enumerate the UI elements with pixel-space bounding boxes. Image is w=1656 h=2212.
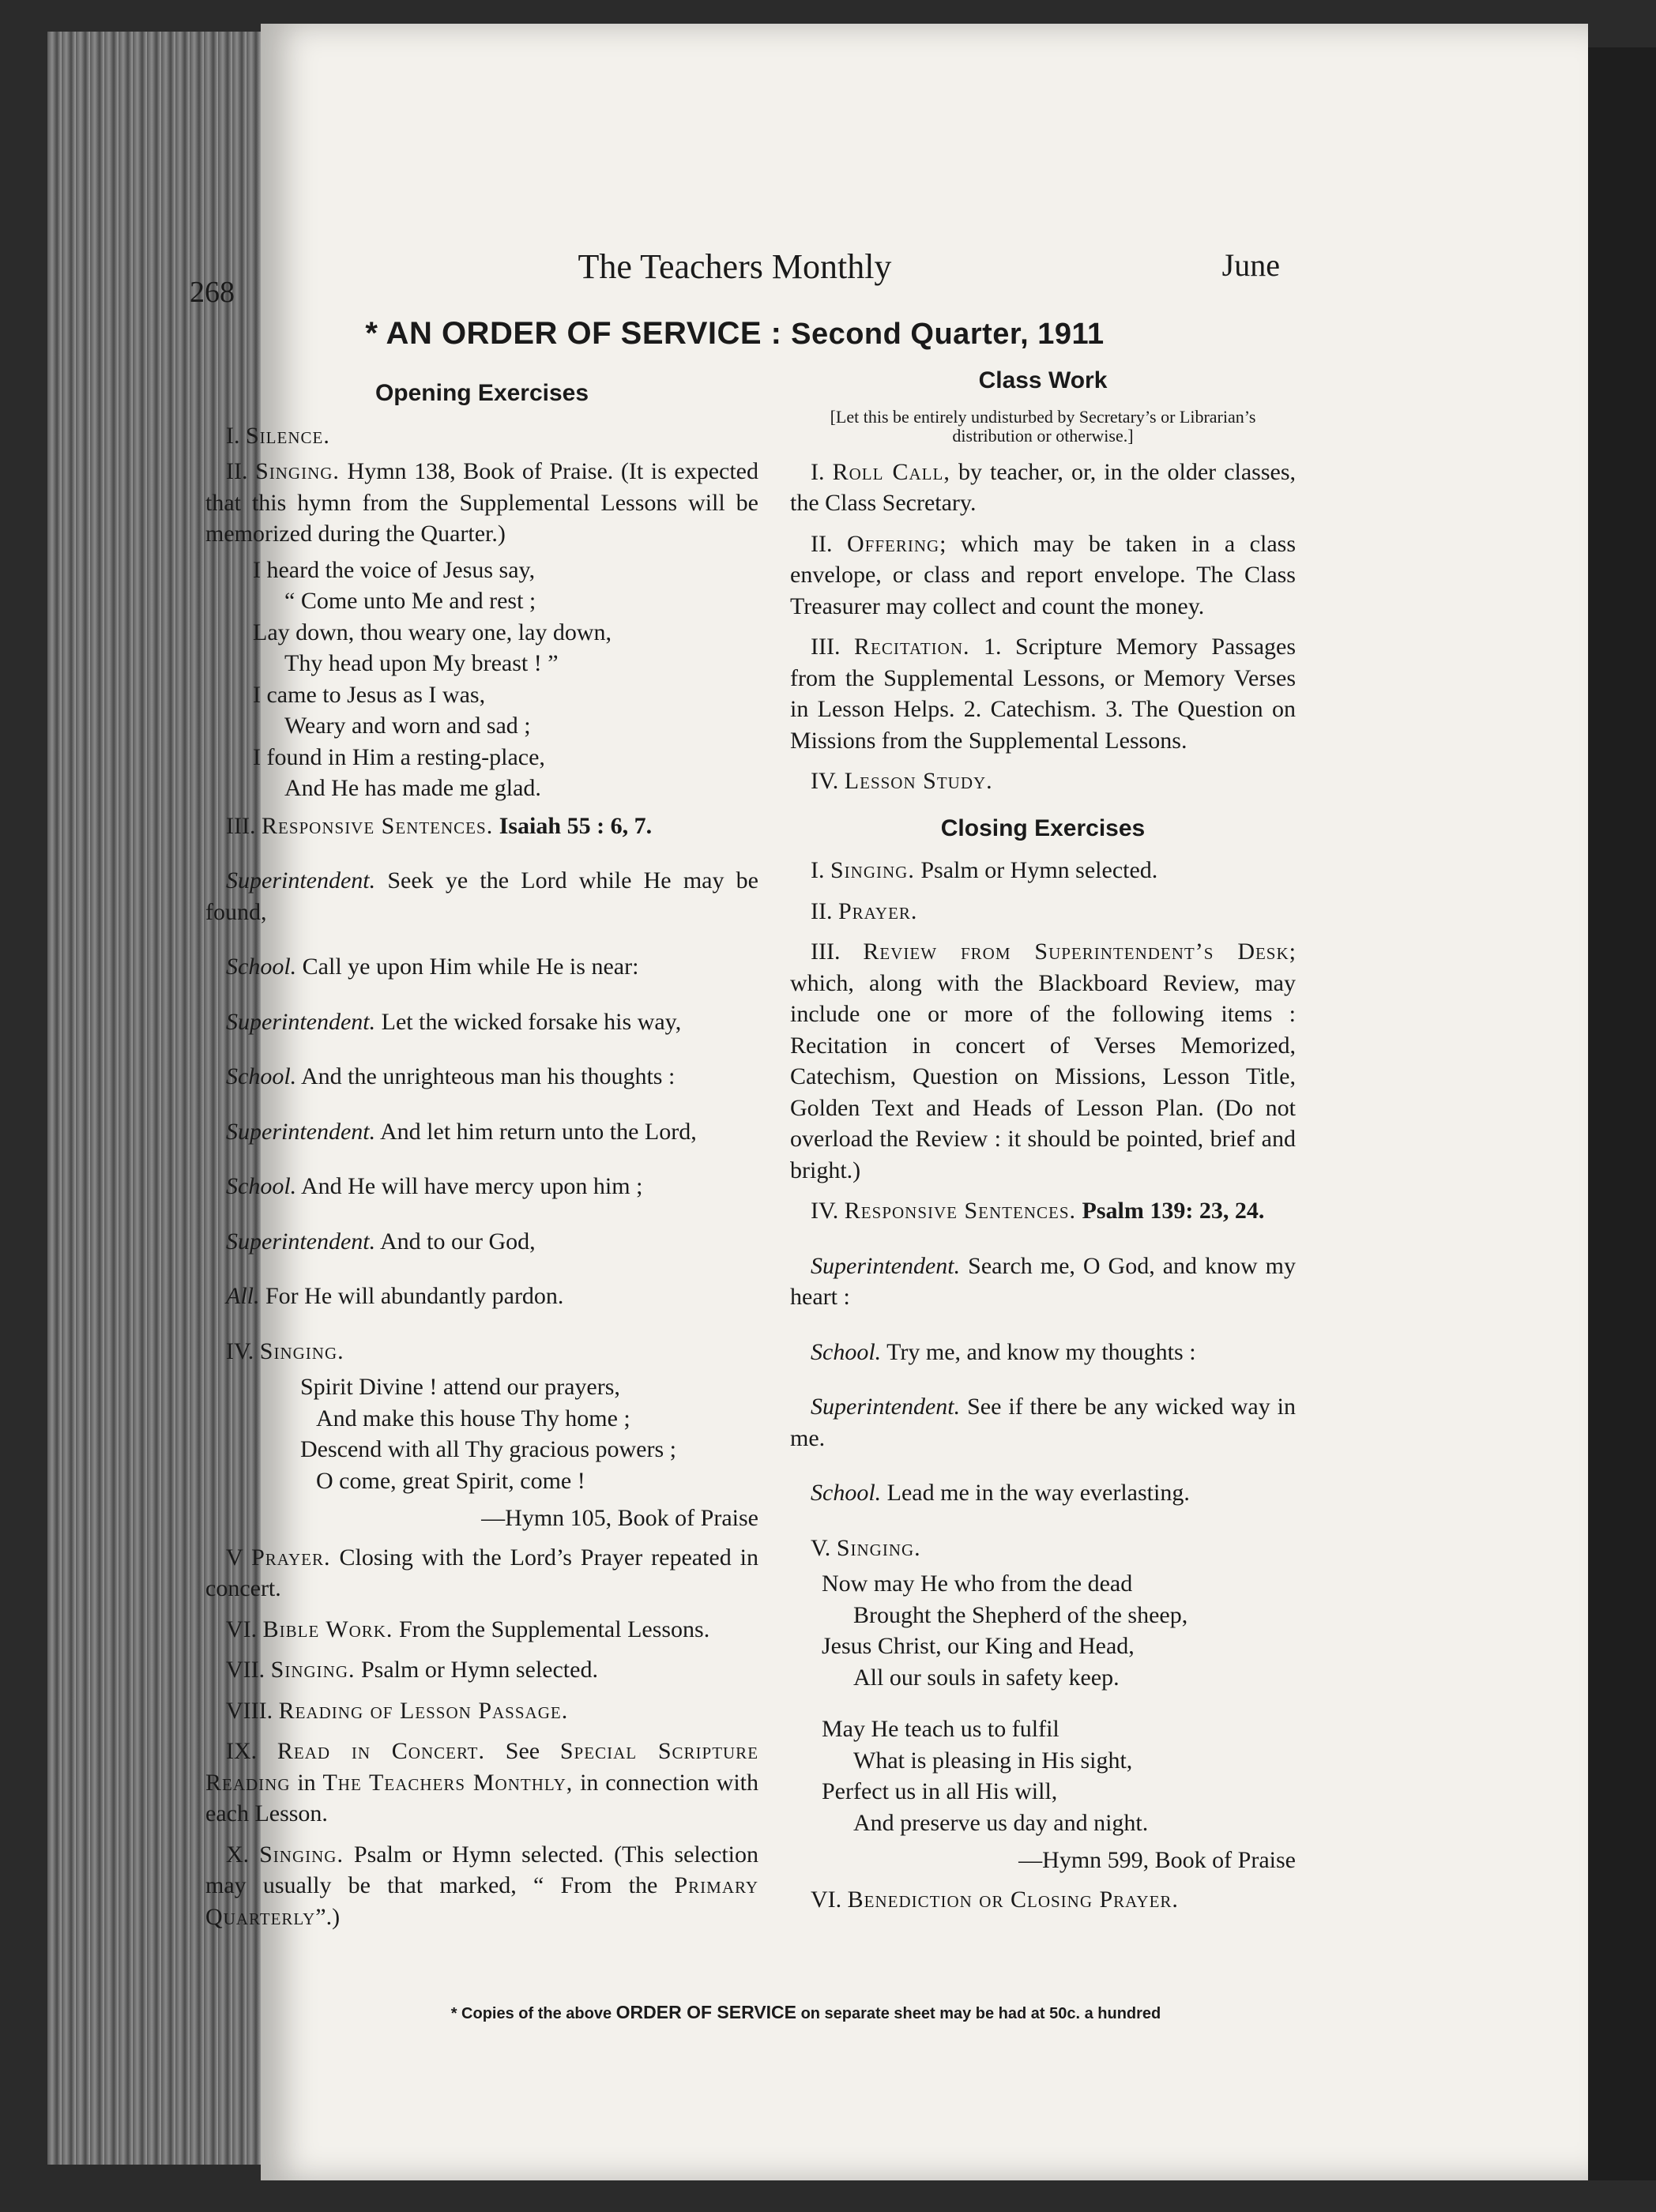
opening-item-8: VIII. Reading of Lesson Passage. xyxy=(226,1697,569,1724)
footnote: * Copies of the above ORDER OF SERVICE on separate sheet may be had at 50c. a hundred xyxy=(450,2002,1161,2022)
responsive-sentences-1 xyxy=(205,865,758,1312)
hymn-599-attribution: —Hymn 599, Book of Praise xyxy=(1018,1847,1296,1873)
hymn-599-verse: Now may He who from the dead Brought the Shepherd of the sheep, Jesus Christ, our King and Head, All our souls in safety keep. May He teach us to fulfil What is pleasing in His sight, Perfect us in all His will, And preserve us day and night. xyxy=(822,1571,1188,1836)
response-line: Superintendent. Seek ye the Lord while He may be found, xyxy=(205,867,759,925)
opening-item-7: VII. Singing. Psalm or Hymn selected. xyxy=(226,1657,598,1683)
opening-exercises-heading: Opening Exercises xyxy=(374,380,589,406)
closing-item-5: V. Singing. xyxy=(811,1534,921,1561)
response-line: School. Call ye upon Him while He is near: xyxy=(226,954,639,980)
class-work-heading: Class Work xyxy=(978,367,1108,393)
responsive-sentences-2 xyxy=(790,1251,1296,1509)
opening-item-6: VI. Bible Work. From the Supplemental Lessons. xyxy=(226,1616,710,1642)
opening-item-2: II. Singing. Hymn 138, Book of Praise. (It is expected that this hymn from the Supplemental Lessons will be memorized during the Quarter.) xyxy=(205,458,759,547)
class-item-1: I. Roll Call, by teacher, or, in the older classes, the Class Secretary. xyxy=(790,458,1297,516)
left-column xyxy=(205,378,758,1937)
class-item-4: IV. Lesson Study. xyxy=(811,768,993,794)
book-right-shadow xyxy=(1588,47,1656,2180)
closing-item-2: II. Prayer. xyxy=(811,897,918,924)
response-line: Superintendent. Search me, O God, and know my heart : xyxy=(790,1252,1297,1310)
response-line: School. Try me, and know my thoughts : xyxy=(811,1338,1196,1365)
hymn-105-verse: Spirit Divine ! attend our prayers, And make this house Thy home ; Descend with all Thy gracious powers ; O come, great Spirit, come ! xyxy=(300,1374,677,1494)
opening-item-10: X. Singing. Psalm or Hymn selected. (This selection may usually be that marked, “ From the Primary Quarterly”.) xyxy=(205,1841,759,1930)
issue-month: June xyxy=(1221,247,1280,283)
class-item-2: II. Offering; which may be taken in a class envelope, or class and report envelope. The Class Treasurer may collect and count the money. xyxy=(790,530,1296,619)
response-line: Superintendent. See if there be any wicked way in me. xyxy=(790,1394,1296,1451)
hymn-105-attribution: —Hymn 105, Book of Praise xyxy=(481,1505,758,1531)
running-header xyxy=(190,237,1280,309)
closing-item-1: I. Singing. Psalm or Hymn selected. xyxy=(811,857,1158,883)
response-line: School. And the unrighteous man his thoughts : xyxy=(226,1063,676,1089)
class-work-note: [Let this be entirely undisturbed by Secretary’s or Librarian’s distribution or otherwise.] xyxy=(830,406,1256,446)
opening-item-1: I. Silence. xyxy=(226,422,330,449)
response-line: Superintendent. And to our God, xyxy=(226,1228,536,1255)
response-line: School. And He will have mercy upon him ; xyxy=(226,1173,643,1199)
response-line: School. Lead me in the way everlasting. xyxy=(811,1480,1190,1506)
closing-item-4: IV. Responsive Sentences. Psalm 139: 23, 24. xyxy=(811,1198,1265,1224)
response-line: Superintendent. And let him return unto the Lord, xyxy=(226,1118,697,1145)
closing-item-6: VI. Benediction or Closing Prayer. xyxy=(811,1886,1179,1913)
hymn-138-verse: I heard the voice of Jesus say, “ Come unto Me and rest ; Lay down, thou weary one, lay down, Thy head upon My breast ! ” I came to Jesus as I was, Weary and worn and sad ; I found in Him a resting-place, And He has made me glad. xyxy=(253,556,612,801)
closing-item-3: III. Review from Superintendent’s Desk; which, along with the Blackboard Review, may include one or more of the following items : Recitation in concert of Verses Memorized, Catechism, Question on Missions, Lesson Title, Golden Text and Heads of Lesson Plan. (Do not overload the Review : it should be pointed, brief and bright.) xyxy=(790,939,1296,1183)
page-number: 268 xyxy=(190,276,235,309)
running-title: The Teachers Monthly xyxy=(578,247,892,286)
opening-item-3: III. Responsive Sentences. Isaiah 55 : 6, 7. xyxy=(226,812,653,839)
opening-item-9: IX. Read in Concert. See Special Scripture Reading in The Teachers Monthly, in connection with each Lesson. xyxy=(205,1738,759,1826)
right-column xyxy=(790,365,1296,1920)
opening-item-4: IV. Singing. xyxy=(226,1337,344,1364)
title-main: * AN ORDER OF SERVICE : xyxy=(365,316,782,351)
title-sub: Second Quarter, 1911 xyxy=(791,318,1105,351)
response-line: Superintendent. Let the wicked forsake his way, xyxy=(226,1008,682,1035)
opening-item-5: V Prayer. Closing with the Lord’s Prayer repeated in concert. xyxy=(205,1544,759,1601)
class-item-3: III. Recitation. 1. Scripture Memory Passages from the Supplemental Lessons, or Memory Verses in Lesson Helps. 2. Catechism. 3. The Question on Missions from the Supplemental Lessons. xyxy=(790,634,1297,754)
closing-exercises-heading: Closing Exercises xyxy=(940,814,1146,841)
page-title xyxy=(190,316,1280,352)
response-line: All. For He will abundantly pardon. xyxy=(226,1283,564,1309)
